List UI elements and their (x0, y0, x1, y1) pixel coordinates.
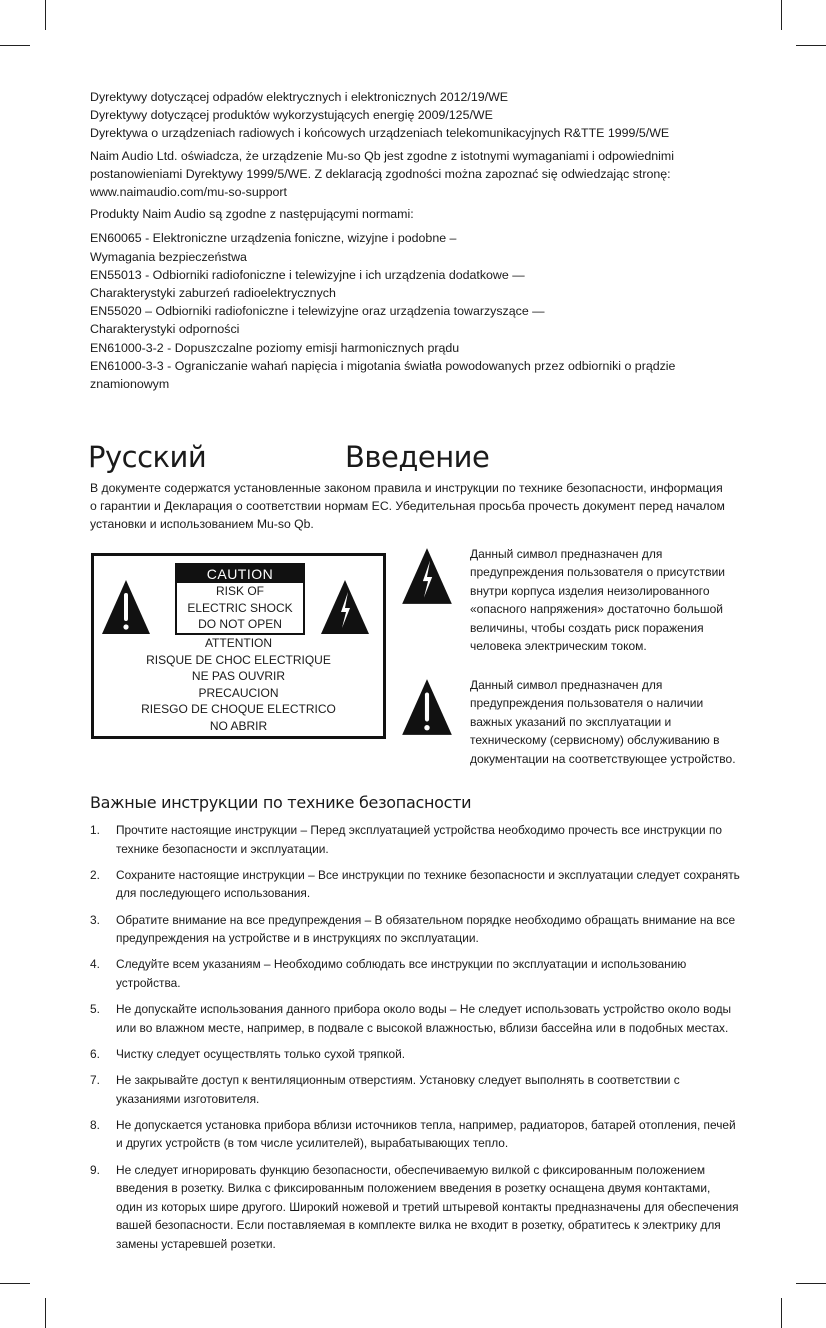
standard: EN61000-3-2 - Dopuszczalne poziomy emisji harmonicznych prądu (90, 340, 460, 355)
safety-instructions-list (90, 821, 740, 1261)
caution-header: CAUTION (177, 565, 303, 583)
item-number: 1. (90, 823, 100, 837)
crop-mark (796, 1283, 826, 1284)
item-number: 8. (90, 1117, 100, 1132)
list-item (90, 1071, 740, 1108)
list-item (90, 911, 740, 948)
list-item (90, 1116, 740, 1153)
caution-line: RISK OF (215, 584, 264, 598)
item-number: 4. (90, 957, 100, 972)
lightning-symbol-description: Данный символ предназначен для предупреждения пользователя о присутствии внутри корпуса изделия неизолированного «опасного напряжения» достаточно большой величины, чтобы создать риск поражения человека электрическим током. (470, 547, 726, 654)
item-text: Обратите внимание на все предупреждения – В обязательном порядке необходимо обращать внимание на все предупреждения на устройстве и в инструкциях по эксплуатации. (116, 912, 736, 946)
crop-mark (781, 1298, 782, 1328)
caution-line: ELECTRIC SHOCK (187, 600, 293, 615)
standard: Wymagania bezpieczeństwa (90, 249, 247, 264)
lightning-warning-icon (397, 546, 457, 606)
item-number: 3. (90, 912, 100, 927)
crop-mark (45, 0, 46, 30)
caution-line: NO ABRIR (209, 718, 268, 733)
safety-heading: Важные инструкции по технике безопасности (90, 793, 472, 812)
declaration-text: Naim Audio Ltd. oświadcza, że urządzenie Mu-so Qb jest zgodne z istotnymi wymaganiami i odpowiednimi postanowieniami Dyrektywy 1999/5/WE. Z deklaracją zgodności można zapoznać się odwiedzając stronę: www.naimaudio.com/mu-so-support (90, 148, 675, 200)
crop-mark (0, 45, 30, 46)
list-item (90, 1161, 740, 1254)
list-item (90, 821, 740, 858)
exclamation-warning-icon (397, 677, 457, 737)
standard: Charakterystyki zaburzeń radioelektrycznych (90, 286, 336, 301)
directive: Dyrektywy dotyczącej produktów wykorzystujących energię 2009/125/WE (90, 108, 493, 123)
standard: EN61000-3-3 - Ograniczanie wahań napięcia i migotania światła powodowanych przez odbiorniki o prądzie znamionowym (90, 358, 676, 392)
caution-label (91, 553, 386, 739)
exclamation-warning-icon (100, 578, 152, 636)
standard: EN55020 – Odbiorniki radiofoniczne i telewizyjne oraz urządzenia towarzyszące — (90, 304, 545, 319)
item-number: 2. (90, 867, 100, 882)
item-number: 9. (90, 1162, 100, 1177)
item-text: Сохраните настоящие инструкции – Все инструкции по технике безопасности и эксплуатации следует сохранять для последующего использования. (116, 867, 740, 901)
standard: EN55013 - Odbiorniki radiofoniczne i telewizyjne i ich urządzenia dodatkowe — (90, 267, 525, 282)
caution-line: PRECAUCION (198, 685, 279, 700)
item-text: Не закрывайте доступ к вентиляционным отверстиям. Установку следует выполнять в соответствии с указаниями изготовителя. (116, 1073, 680, 1106)
directive: Dyrektywy dotyczącej odpadów elektrycznych i elektronicznych 2012/19/WE (90, 90, 509, 104)
crop-mark (0, 1283, 30, 1284)
item-text: Не допускается установка прибора вблизи источников тепла, например, радиаторов, батарей отопления, печей и других устройств (в том числе усилителей), вырабатывающих тепло. (116, 1117, 736, 1151)
standards-intro: Produkty Naim Audio są zgodne z następującymi normami: (90, 207, 414, 222)
lightning-warning-icon (319, 578, 371, 636)
item-number: 5. (90, 1002, 100, 1017)
caution-line: RIESGO DE CHOQUE ELECTRICO (141, 702, 336, 717)
directives-list (90, 88, 750, 143)
standard: EN60065 - Elektroniczne urządzenia foniczne, wizyjne i podobne – (90, 231, 457, 246)
crop-mark (796, 45, 826, 46)
item-number: 7. (90, 1073, 100, 1088)
standards-list (90, 229, 750, 393)
caution-line: DO NOT OPEN (198, 617, 282, 631)
caution-box (175, 563, 305, 635)
caution-translations (94, 635, 383, 735)
standard: Charakterystyki odporności (90, 322, 240, 337)
section-title: Введение (345, 440, 490, 474)
intro-text: В документе содержатся установленные законом правила и инструкции по технике безопасности, информация о гарантии и Декларация о соответствии нормам ЕС. Убедительная просьба прочесть документ перед началом установки и использованием Mu-so Qb. (90, 481, 725, 532)
caution-line: NE PAS OUVRIR (191, 669, 286, 684)
list-item (90, 955, 740, 992)
item-text: Не допускайте использования данного прибора около воды – Не следует использовать устройство около воды или во влажном месте, например, в подвале с высокой влажностью, вблизи бассейна или в подобных местах. (116, 1002, 732, 1035)
item-text: Не следует игнорировать функцию безопасности, обеспечиваемую вилкой с фиксированным положением введения в розетку. Вилка с фиксированным положением введения в розетку оснащена двумя контактами, один из которых шире другого. Широкий ножевой и третий штыревой контакты предназначены для обеспечения вашей безопасности. Если поставляемая в комплекте вилка не входит в розетку, обратитесь к электрику для замены устаревшей розетки. (116, 1162, 739, 1252)
caution-line: ATTENTION (204, 636, 273, 650)
crop-mark (45, 1298, 46, 1328)
polish-compliance-section (90, 88, 750, 397)
directive: Dyrektywa o urządzeniach radiowych i końcowych urządzeniach telekomunikacyjnych R&TTE 1999/5/WE (90, 126, 670, 141)
item-text: Прочтите настоящие инструкции – Перед эксплуатацией устройства необходимо прочесть все инструкции по технике безопасности и эксплуатации. (116, 823, 723, 856)
list-item (90, 866, 740, 903)
exclamation-symbol-description: Данный символ предназначен для предупреждения пользователя о наличии важных указаний по эксплуатации и техническому (сервисному) обслуживанию в документации на соответствующее устройство. (470, 678, 736, 766)
item-text: Чистку следует осуществлять только сухой тряпкой. (116, 1046, 406, 1061)
item-text: Следуйте всем указаниям – Необходимо соблюдать все инструкции по эксплуатации и использованию устройства. (116, 957, 687, 990)
list-item (90, 1000, 740, 1037)
item-number: 6. (90, 1046, 100, 1061)
caution-line: RISQUE DE CHOC ELECTRIQUE (146, 652, 331, 667)
language-heading: Русский (88, 440, 207, 474)
list-item (90, 1045, 740, 1064)
crop-mark (781, 0, 782, 30)
